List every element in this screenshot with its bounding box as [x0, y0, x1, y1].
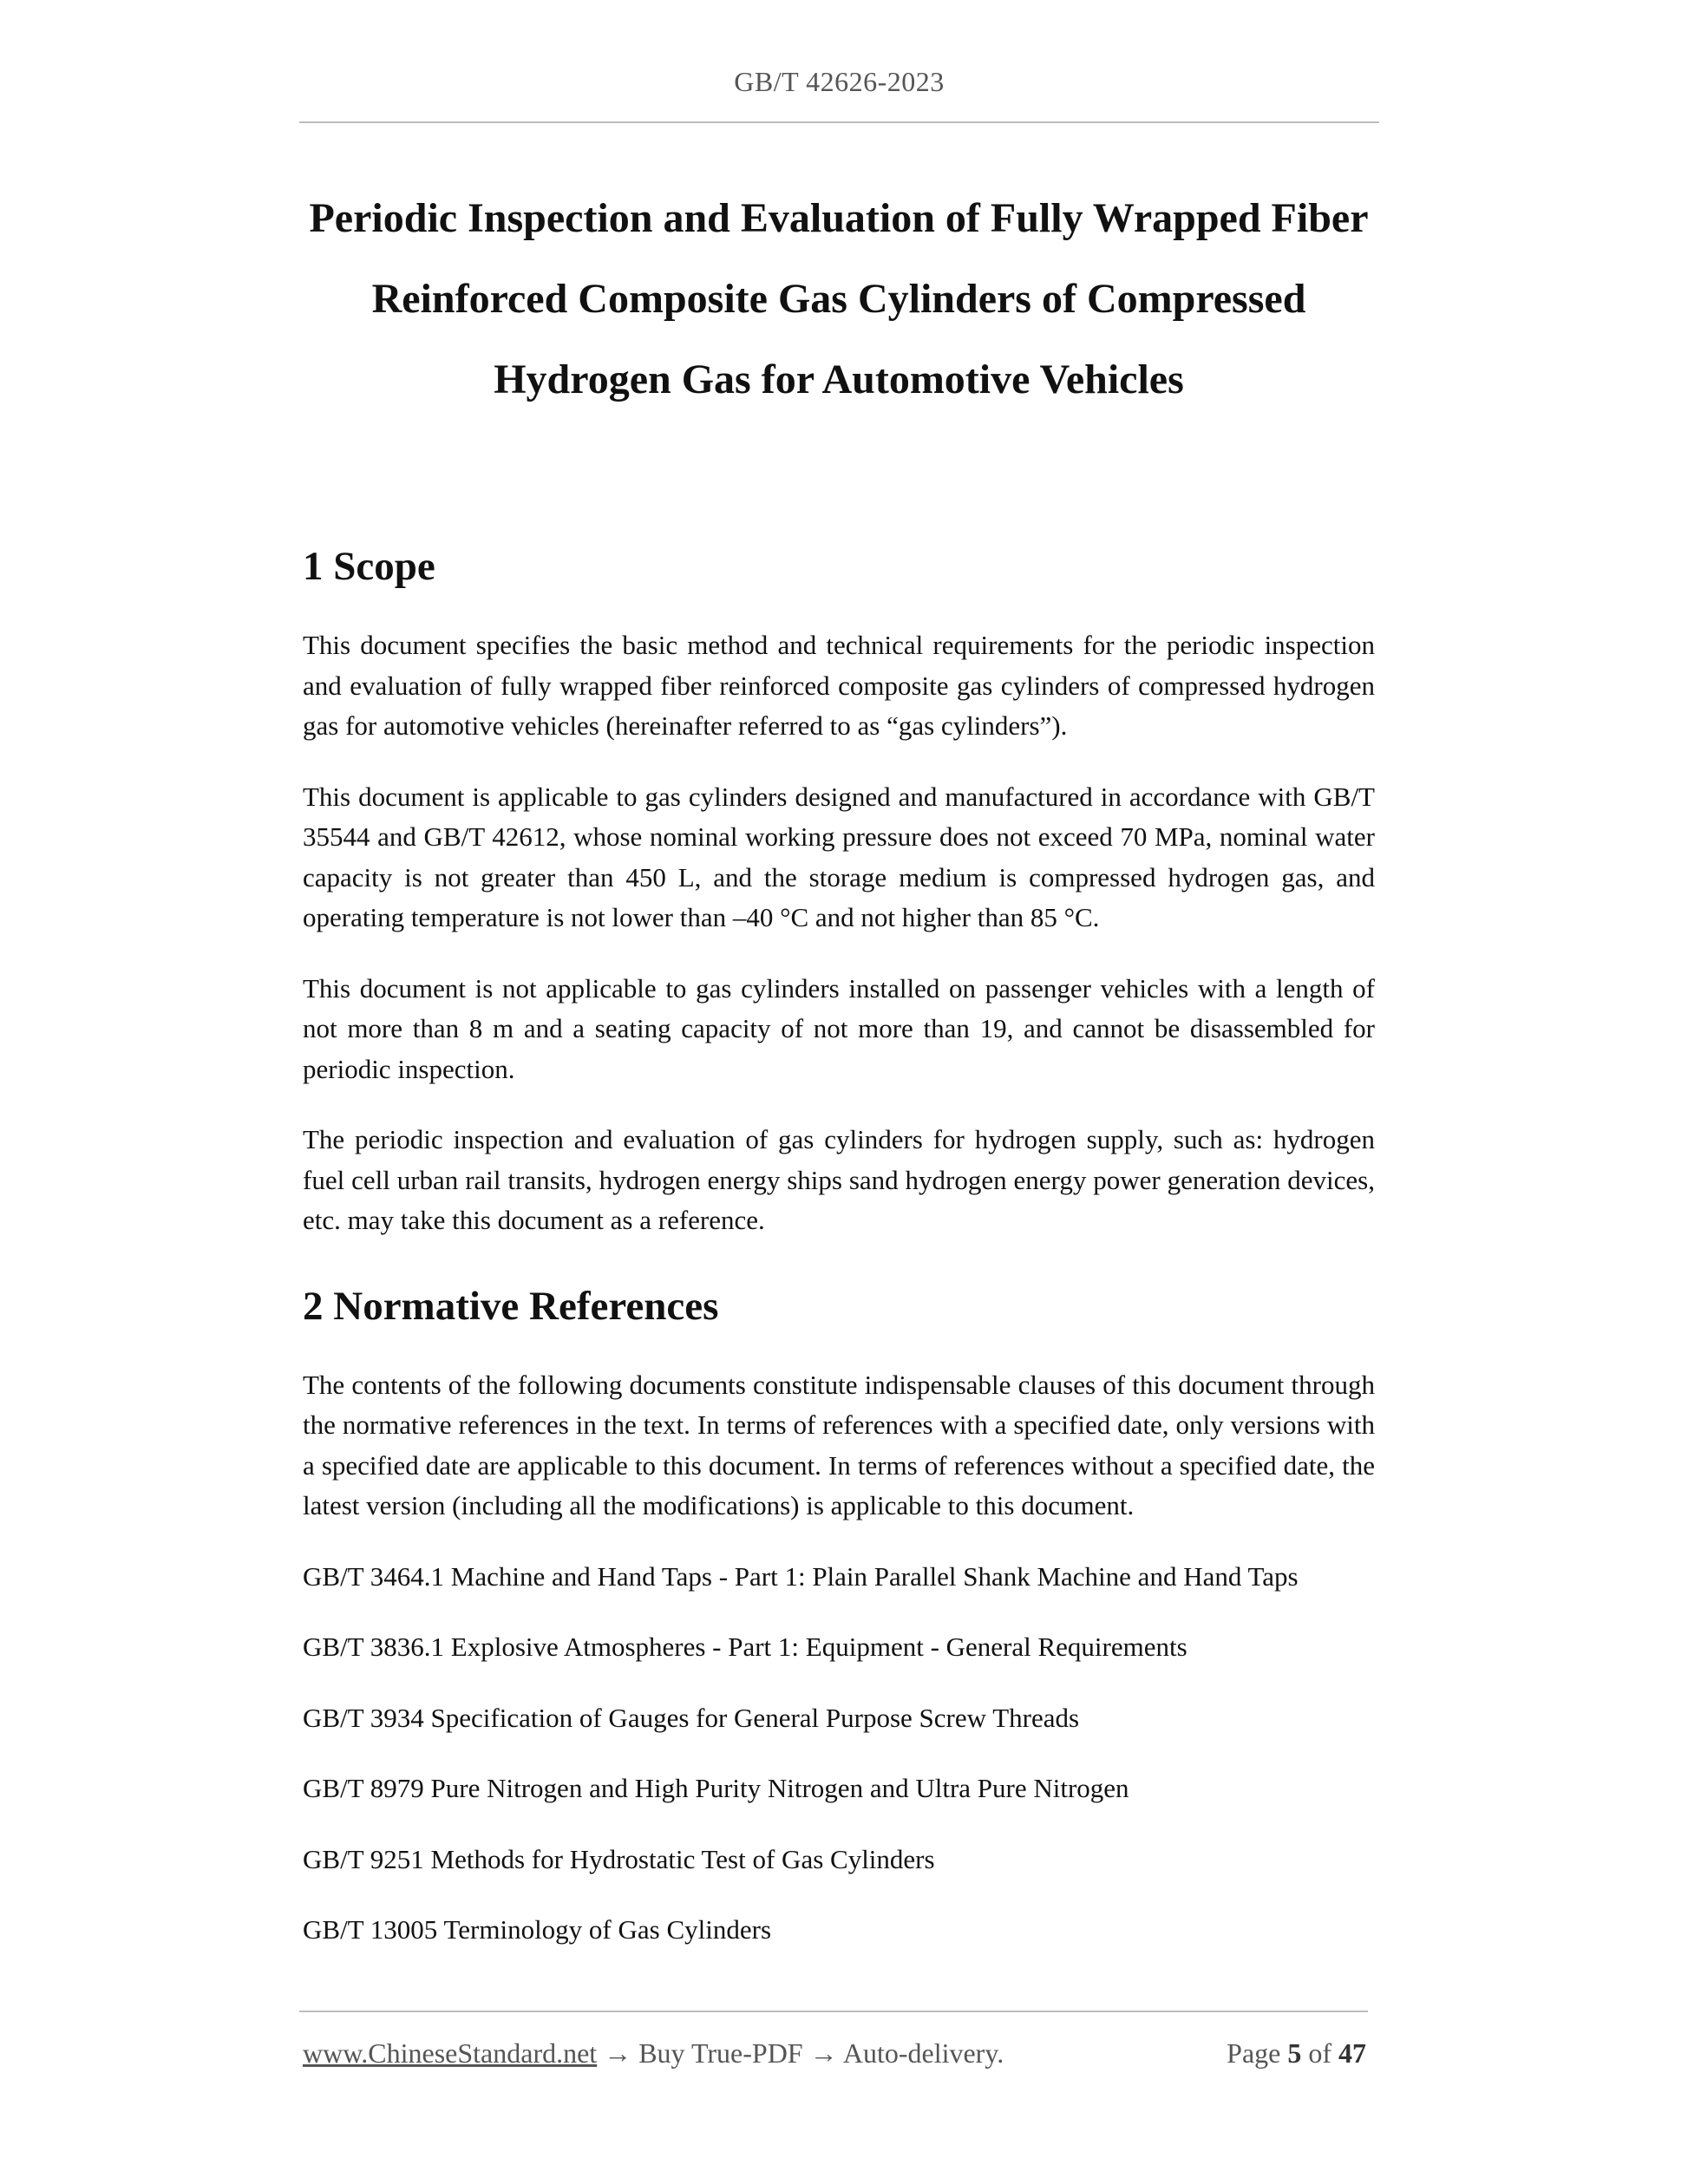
total-pages-number: 47: [1338, 2037, 1366, 2069]
of-word: of: [1308, 2037, 1331, 2069]
title-line: Reinforced Composite Gas Cylinders of Compressed: [371, 276, 1306, 322]
document-code-header: GB/T 42626-2023: [734, 66, 945, 97]
reference-item: GB/T 3836.1 Explosive Atmospheres - Part 1: Equipment - General Requirements: [303, 1631, 1187, 1662]
reference-item: GB/T 3464.1 Machine and Hand Taps - Part 1: Plain Parallel Shank Machine and Hand Taps: [303, 1560, 1299, 1592]
title-line: Periodic Inspection and Evaluation of Fully Wrapped Fiber: [309, 195, 1369, 241]
title-line: Hydrogen Gas for Automotive Vehicles: [494, 356, 1184, 402]
page-indicator: [1227, 2031, 1366, 2075]
document-title: [303, 178, 1375, 420]
page-footer: [303, 2031, 1366, 2075]
normative-references-intro: The contents of the following documents constitute indispensable clauses of this document through the normative references in the text. In terms of references with a specified date, only versions with a specified date are applicable to this document. In terms of references without a specified date, the latest version (including all the modifications) is applicable to this document.: [303, 1369, 1375, 1520]
scope-paragraph: The periodic inspection and evaluation of gas cylinders for hydrogen supply, such as: hydrogen fuel cell urban rail transits, hydrogen energy ships sand hydrogen energy power generation devices, etc. may take this document as a reference.: [303, 1124, 1375, 1235]
site-link[interactable]: www.ChineseStandard.net: [303, 2037, 598, 2069]
scope-paragraph: This document is not applicable to gas cylinders installed on passenger vehicles with a length of not more than 8 m and a seating capacity of not more than 19, and cannot be disassembled for periodic inspection.: [303, 972, 1375, 1084]
header-divider: [299, 121, 1379, 123]
current-page-number: 5: [1287, 2037, 1302, 2069]
scope-paragraph: This document is applicable to gas cylinders designed and manufactured in accordance with GB/T 35544 and GB/T 42612, whose nominal working pressure does not exceed 70 MPa, nominal water capacity is not greater than 450 L, and the storage medium is compressed hydrogen gas, and operating temperature is not lower than –40 °C and not higher than 85 °C.: [303, 781, 1375, 932]
footer-promo: [303, 2031, 1004, 2075]
section-heading-scope: 1 Scope: [303, 544, 435, 589]
reference-item: GB/T 13005 Terminology of Gas Cylinders: [303, 1914, 772, 1945]
reference-item: GB/T 3934 Specification of Gauges for General Purpose Screw Threads: [303, 1702, 1080, 1733]
reference-list: [303, 1557, 1375, 1951]
section-heading-normative-references: 2 Normative References: [303, 1283, 719, 1329]
page-content: [303, 178, 1375, 1981]
footer-promo-text: → Buy True-PDF → Auto-delivery.: [597, 2037, 1004, 2069]
reference-item: GB/T 9251 Methods for Hydrostatic Test of Gas Cylinders: [303, 1843, 935, 1874]
footer-divider: [299, 2011, 1368, 2012]
scope-paragraph: This document specifies the basic method and technical requirements for the periodic inspection and evaluation of fully wrapped fiber reinforced composite gas cylinders of compressed hydrogen gas for automotive vehicles (hereinafter referred to as “gas cylinders”).: [303, 630, 1375, 741]
page-word: Page: [1227, 2037, 1281, 2069]
reference-item: GB/T 8979 Pure Nitrogen and High Purity Nitrogen and Ultra Pure Nitrogen: [303, 1773, 1129, 1803]
